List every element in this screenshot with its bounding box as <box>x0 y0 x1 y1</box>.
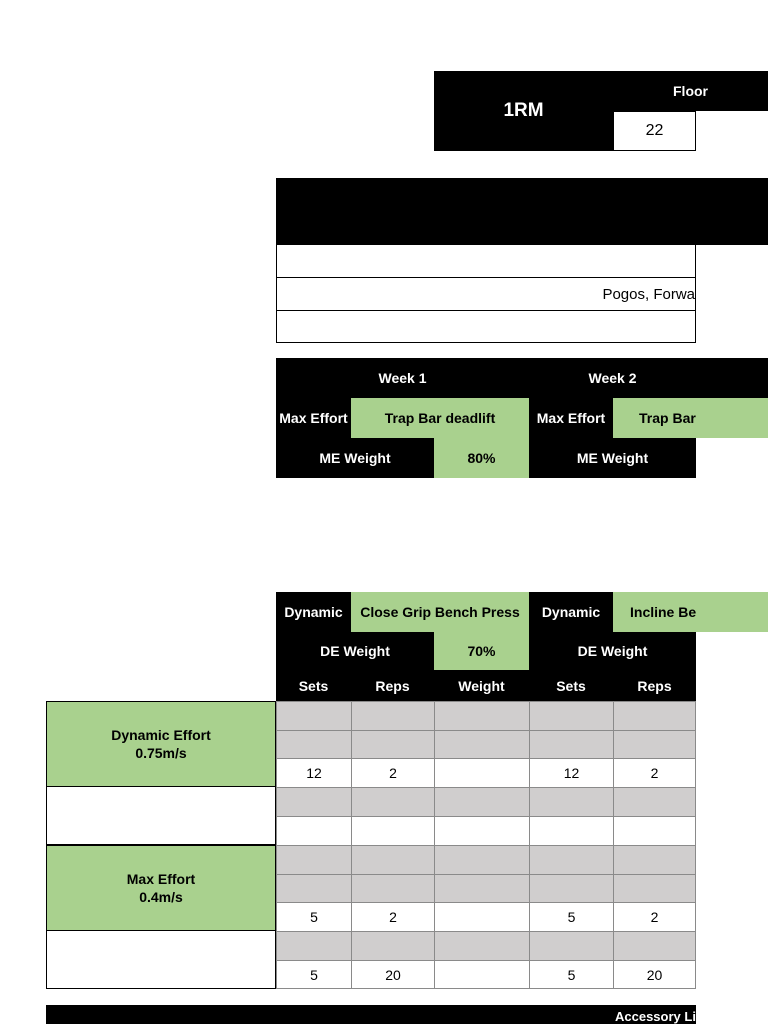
grid-cell[interactable] <box>434 874 530 903</box>
de-weight-label-1: DE Weight <box>276 632 434 670</box>
grid-cell[interactable] <box>434 816 530 846</box>
floor-value[interactable]: 22 <box>613 111 696 151</box>
info-row-2 <box>276 278 696 311</box>
me-weight-label-2: ME Weight <box>529 438 696 478</box>
section-dynamic-effort <box>46 701 276 787</box>
grid-cell[interactable] <box>434 730 530 759</box>
grid-cell[interactable] <box>613 787 696 817</box>
de-reps-2[interactable]: 2 <box>613 758 696 788</box>
col-header-sets-2: Sets <box>529 670 613 701</box>
grid-cell[interactable] <box>276 931 352 961</box>
dynamic-label-1: Dynamic <box>276 592 351 632</box>
section-dynamic-effort-title: Dynamic Effort <box>111 727 211 743</box>
section-max-effort <box>46 845 276 931</box>
grid-cell[interactable] <box>529 787 614 817</box>
section-max-effort-title: Max Effort <box>126 871 196 887</box>
col-header-reps-1: Reps <box>351 670 434 701</box>
de-exercise-2[interactable] <box>613 592 768 632</box>
section-dynamic-effort-speed: 0.75m/s <box>135 745 187 761</box>
grid-cell[interactable] <box>351 816 435 846</box>
grid-cell[interactable] <box>529 701 614 731</box>
grid-cell[interactable] <box>351 931 435 961</box>
de-exercise-2-text: Incline Be <box>630 604 697 620</box>
grid-cell[interactable] <box>529 845 614 875</box>
grid-cell[interactable] <box>434 845 530 875</box>
week-2-label: Week 2 <box>529 358 696 398</box>
me-exercise-1[interactable]: Trap Bar deadlift <box>351 398 529 438</box>
de-weight-cell-1[interactable] <box>434 758 530 788</box>
me-weight-cell-1[interactable] <box>434 902 530 932</box>
grid-cell[interactable] <box>529 730 614 759</box>
de-exercise-1[interactable]: Close Grip Bench Press <box>351 592 529 632</box>
grid-cell[interactable] <box>351 787 435 817</box>
grid-cell[interactable] <box>529 874 614 903</box>
grid-cell[interactable] <box>351 845 435 875</box>
acc-sets-2[interactable]: 5 <box>529 960 614 989</box>
section-max-effort-speed: 0.4m/s <box>139 889 183 905</box>
grid-cell[interactable] <box>276 874 352 903</box>
floor-label: Floor <box>613 71 768 111</box>
me-weight-value-1[interactable]: 80% <box>434 438 529 478</box>
acc-reps-2[interactable]: 20 <box>613 960 696 989</box>
grid-cell[interactable] <box>276 787 352 817</box>
de-sets-1[interactable]: 12 <box>276 758 352 788</box>
col-header-sets-1: Sets <box>276 670 351 701</box>
grid-cell[interactable] <box>276 730 352 759</box>
de-weight-value-1[interactable]: 70% <box>434 632 529 670</box>
week-1-label: Week 1 <box>276 358 529 398</box>
section-blank-2 <box>46 931 276 989</box>
max-effort-label-2: Max Effort <box>529 398 613 438</box>
grid-cell[interactable] <box>529 816 614 846</box>
grid-cell[interactable] <box>434 931 530 961</box>
grid-cell[interactable] <box>434 701 530 731</box>
info-row-1 <box>276 245 696 278</box>
grid-cell[interactable] <box>276 701 352 731</box>
grid-cell[interactable] <box>613 845 696 875</box>
grid-cell[interactable] <box>613 816 696 846</box>
grid-cell[interactable] <box>351 730 435 759</box>
grid-cell[interactable] <box>613 701 696 731</box>
grid-cell[interactable] <box>351 874 435 903</box>
me-sets-1[interactable]: 5 <box>276 902 352 932</box>
me-weight-label-1: ME Weight <box>276 438 434 478</box>
grid-cell[interactable] <box>529 931 614 961</box>
max-effort-label-1: Max Effort <box>276 398 351 438</box>
de-weight-label-2: DE Weight <box>529 632 696 670</box>
one-rm-title: 1RM <box>434 71 613 151</box>
me-reps-1[interactable]: 2 <box>351 902 435 932</box>
me-exercise-2-text: Trap Bar <box>639 410 696 426</box>
info-header <box>276 178 768 245</box>
grid-cell[interactable] <box>276 816 352 846</box>
col-header-reps-2: Reps <box>613 670 696 701</box>
section-blank-1 <box>46 787 276 845</box>
dynamic-label-2: Dynamic <box>529 592 613 632</box>
acc-weight-cell-1[interactable] <box>434 960 530 989</box>
acc-reps-1[interactable]: 20 <box>351 960 435 989</box>
col-header-weight-1: Weight <box>434 670 529 701</box>
me-sets-2[interactable]: 5 <box>529 902 614 932</box>
me-reps-2[interactable]: 2 <box>613 902 696 932</box>
grid-cell[interactable] <box>613 874 696 903</box>
grid-cell[interactable] <box>613 730 696 759</box>
grid-cell[interactable] <box>613 931 696 961</box>
top-right-edge <box>696 111 768 151</box>
grid-cell[interactable] <box>434 787 530 817</box>
me-block-bg-right <box>696 358 768 398</box>
me-exercise-2[interactable] <box>613 398 768 438</box>
de-reps-1[interactable]: 2 <box>351 758 435 788</box>
grid-cell[interactable] <box>276 845 352 875</box>
acc-sets-1[interactable]: 5 <box>276 960 352 989</box>
de-sets-2[interactable]: 12 <box>529 758 614 788</box>
accessory-bar <box>46 1005 696 1024</box>
accessory-label-text: Accessory Li <box>615 1009 696 1024</box>
info-row-2-text: Pogos, Forwa <box>602 285 695 303</box>
info-row-3 <box>276 311 696 343</box>
grid-cell[interactable] <box>351 701 435 731</box>
accessory-label <box>612 1005 696 1024</box>
